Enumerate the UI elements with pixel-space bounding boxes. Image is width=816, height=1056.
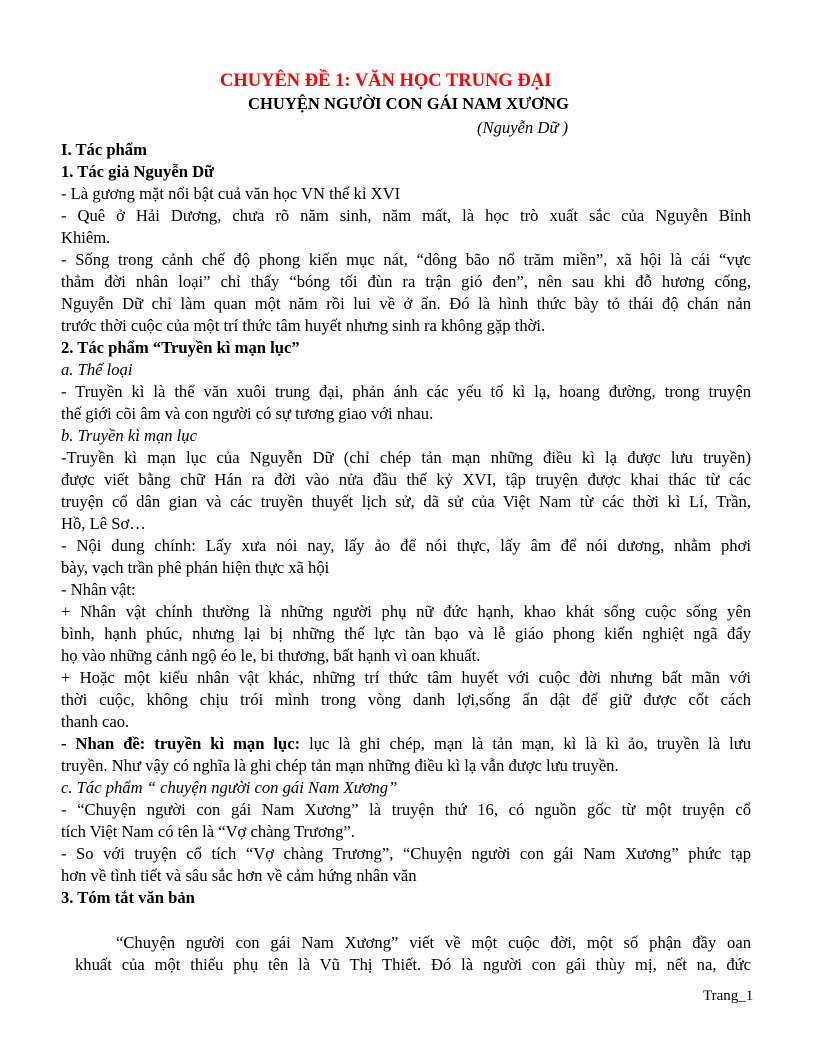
- paragraph-line: - “Chuyện người con gái Nam Xương” là truyện thứ 16, có nguồn gốc từ một truyện cổ: [61, 800, 751, 819]
- paragraph-line: thanh cao.: [61, 712, 130, 731]
- paragraph-line: truyền. Như vậy có nghĩa là ghi chép tản mạn những điều kì lạ vẫn được lưu truyền.: [61, 756, 619, 775]
- nhan-de-label: - Nhan đề: truyền kì mạn lục:: [61, 734, 301, 753]
- page-number: Trang_1: [703, 988, 754, 1004]
- paragraph-line: + Hoặc một kiểu nhân vật khác, những trí thức tâm huyết với cuộc đời nhưng bất mãn với: [61, 668, 751, 687]
- paragraph-line: Nguyễn Dữ chỉ làm quan một năm rồi lui về ở ẩn. Đó là hình thức bày tỏ thái độ chán nản: [61, 294, 751, 313]
- paragraph-line: - So với truyện cổ tích “Vợ chàng Trương”, “Chuyện người con gái Nam Xương” phức tạp: [61, 844, 751, 863]
- nhan-de-text: lục là ghi chép, mạn là tản mạn, kì là kì ảo, truyền là lưu: [300, 734, 752, 753]
- subsubsection-heading: b. Truyền kì mạn lục: [61, 426, 197, 445]
- paragraph-line: - Là gương mặt nổi bật cuả văn học VN thế kỉ XVI: [61, 184, 401, 203]
- paragraph-line: - Quê ở Hải Dương, chưa rõ năm sinh, năm mất, là học trò xuất sắc của Nguyễn Bỉnh: [61, 206, 751, 225]
- paragraph-line: Khiêm.: [61, 228, 111, 247]
- paragraph-line: - Sống trong cảnh chế độ phong kiến mục nát, “dông bão nổ trăm miền”, xã hội là cái “vực: [61, 250, 751, 269]
- subsection-heading: 3. Tóm tắt văn bản: [61, 888, 195, 907]
- subsection-heading: 1. Tác giả Nguyễn Dữ: [61, 162, 215, 181]
- paragraph-line: trước thời cuộc của một trí thức tâm huyết nhưng sinh ra không gặp thời.: [61, 316, 546, 335]
- paragraph-line: tích Việt Nam có tên là “Vợ chàng Trương”.: [61, 822, 355, 841]
- paragraph-line: bày, vạch trần phê phán hiện thực xã hội: [61, 558, 330, 577]
- paragraph-line: được viết bằng chữ Hán ra đời vào nửa đầu thế kỷ XVI, tập truyện được khai thác từ các: [61, 470, 751, 489]
- paragraph-line: thẳm đời nhân loại” chỉ thấy “bóng tối đùn ra trận gió đen”, nên sau khi đỗ hương cống,: [61, 272, 751, 291]
- section-heading: I. Tác phẩm: [61, 140, 147, 159]
- subsection-heading: 2. Tác phẩm “Truyền kì mạn lục”: [61, 338, 300, 357]
- paragraph-line: - Nội dung chính: Lấy xưa nói nay, lấy ảo để nói thực, lấy âm để nói dương, nhằm phơi: [61, 536, 751, 555]
- paragraph-line: khuất của một thiếu phụ tên là Vũ Thị Thiết. Đó là người con gái thùy mị, nết na, đức: [75, 955, 751, 974]
- paragraph-line: “Chuyện người con gái Nam Xương” viết về một cuộc đời, một số phận đầy oan: [116, 933, 751, 952]
- paragraph-line: - Truyền kì là thể văn xuôi trung đại, phản ánh các yếu tố kì lạ, hoang đường, trong truyện: [61, 382, 751, 401]
- paragraph-line: truyện cổ dân gian và các truyền thuyết lịch sử, dã sử của Việt Nam từ các thời kì Lí, Trần,: [61, 492, 751, 511]
- subsubsection-heading: a. Thể loại: [61, 360, 133, 379]
- paragraph-line: -Truyền kì mạn lục của Nguyễn Dữ (chỉ chép tản mạn những điều kì lạ được lưu truyền): [61, 448, 751, 467]
- subsubsection-heading: c. Tác phẩm “ chuyện người con gái Nam Xương”: [61, 778, 398, 797]
- paragraph-line: + Nhân vật chính thường là những người phụ nữ đức hạnh, khao khát sống cuộc sống yên: [61, 602, 751, 621]
- paragraph-line: thế giới cõi âm và con người có sự tương giao với nhau.: [61, 404, 434, 423]
- document-subtitle: CHUYỆN NGƯỜI CON GÁI NAM XƯƠNG: [248, 94, 569, 113]
- paragraph-line: Hồ, Lê Sơ…: [61, 514, 146, 533]
- author-name: (Nguyễn Dữ ): [477, 118, 569, 137]
- paragraph-line: bình, hạnh phúc, nhưng lại bị những thế lực tàn bạo và lễ giáo phong kiến nghiệt ngã đẩy: [61, 624, 751, 643]
- paragraph-line: thời cuộc, không chịu trói mình trong vòng danh lợi,sống ẩn dật để giữ được cốt cách: [61, 690, 751, 709]
- paragraph-line: họ vào những cảnh ngộ éo le, bi thương, bất hạnh vì oan khuất.: [61, 646, 481, 665]
- paragraph-line: [61, 733, 751, 755]
- document-title: CHUYÊN ĐỀ 1: VĂN HỌC TRUNG ĐẠI: [220, 71, 552, 91]
- paragraph-line: hơn về tình tiết và sâu sắc hơn về cảm hứng nhân văn: [61, 866, 417, 885]
- paragraph-line: - Nhân vật:: [61, 580, 136, 599]
